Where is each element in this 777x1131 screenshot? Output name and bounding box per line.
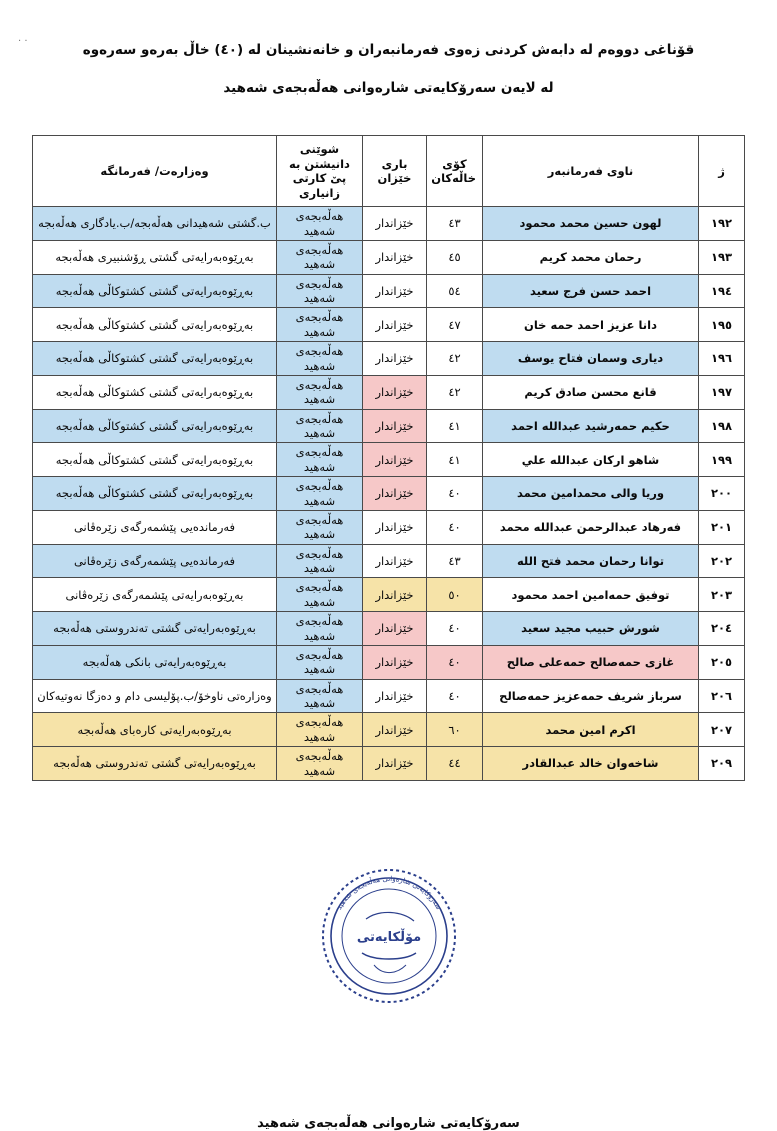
table-row (33, 443, 745, 477)
cell-family-state: خێزاندار (363, 308, 427, 342)
cell-score: ٤٠ (427, 510, 483, 544)
cell-residence: هەڵەبجەی شەهید (277, 409, 363, 443)
cell-score: ٤٧ (427, 308, 483, 342)
cell-score: ٥٠ (427, 578, 483, 612)
cell-employee-name: احمد حسن فرج سعيد (483, 274, 699, 308)
table-row (33, 612, 745, 646)
cell-residence: هەڵەبجەی شەهید (277, 308, 363, 342)
cell-department: بەڕێوەبەرایەتی گشتی کشتوکاڵی هەڵەبجە (33, 375, 277, 409)
cell-department: بەڕێوەبەرایەتی بانکی هەڵەبجە (33, 645, 277, 679)
cell-employee-name: قانع محسن صادق کریم (483, 375, 699, 409)
signature-block (0, 861, 777, 1131)
column-header-family-state: باری خێزان (363, 136, 427, 207)
cell-residence: هەڵەبجەی شەهید (277, 240, 363, 274)
table-row (33, 544, 745, 578)
cell-number: ٢٠٩ (699, 747, 745, 781)
cell-residence: هەڵەبجەی شەهید (277, 207, 363, 241)
allocation-table (32, 135, 745, 781)
table-row (33, 342, 745, 376)
cell-residence: هەڵەبجەی شەهید (277, 645, 363, 679)
column-header-residence: شوێنی دانیشتن بە پێ کارتی زانیاری (277, 136, 363, 207)
table-row (33, 578, 745, 612)
cell-score: ٤٤ (427, 747, 483, 781)
cell-employee-name: دانا عزیز احمد حمه خان (483, 308, 699, 342)
cell-employee-name: شورش حبیب مجید سعید (483, 612, 699, 646)
cell-residence: هەڵەبجەی شەهید (277, 713, 363, 747)
cell-department: بەڕێوەبەرایەتی گشتی کشتوکاڵی هەڵەبجە (33, 274, 277, 308)
cell-department: بەڕێوەبەرایەتی گشتی تەندروستی هەڵەبجە (33, 747, 277, 781)
official-stamp (314, 861, 464, 1011)
cell-department: بەڕێوەبەرایەتی گشتی کشتوکاڵی هەڵەبجە (33, 443, 277, 477)
cell-family-state: خێزاندار (363, 274, 427, 308)
cell-department: بەڕێوەبەرایەتی گشتی کشتوکاڵی هەڵەبجە (33, 342, 277, 376)
cell-department: ب.گشتی شەهیدانی هەڵەبجە/ب.یادگاری هەڵەبجە (33, 207, 277, 241)
table-row (33, 308, 745, 342)
cell-residence: هەڵەبجەی شەهید (277, 544, 363, 578)
cell-employee-name: اکرم امین محمد (483, 713, 699, 747)
cell-score: ٤١ (427, 409, 483, 443)
cell-family-state: خێزاندار (363, 240, 427, 274)
cell-residence: هەڵەبجەی شەهید (277, 612, 363, 646)
svg-text:مۆڵکایەتی: مۆڵکایەتی (356, 929, 421, 945)
cell-department: بەڕێوەبەرایەتی پێشمەرگەی زێرەڤانی (33, 578, 277, 612)
cell-residence: هەڵەبجەی شەهید (277, 578, 363, 612)
cell-score: ٤٠ (427, 679, 483, 713)
cell-family-state: خێزاندار (363, 679, 427, 713)
table-row (33, 477, 745, 511)
cell-residence: هەڵەبجەی شەهید (277, 747, 363, 781)
page-title-line-1: قۆناغی دووەم لە دابەش کردنی زەوی فەرمانبەران و خانەنشینان لە (٤٠) خاڵ بەرەو سەرەوە (82, 42, 695, 58)
cell-family-state: خێزاندار (363, 645, 427, 679)
cell-employee-name: غازی حمه‌صالح حمه‌علی صالح (483, 645, 699, 679)
cell-family-state: خێزاندار (363, 409, 427, 443)
cell-score: ٤٠ (427, 645, 483, 679)
cell-number: ١٩٨ (699, 409, 745, 443)
cell-number: ١٩٤ (699, 274, 745, 308)
cell-department: بەڕێوەبەرایەتی گشتی تەندروستی هەڵەبجە (33, 612, 277, 646)
cell-family-state: خێزاندار (363, 342, 427, 376)
table-header-row (33, 136, 745, 207)
cell-department: بەڕێوەبەرایەتی گشتی کشتوکاڵی هەڵەبجە (33, 308, 277, 342)
table-header (33, 136, 745, 207)
cell-employee-name: رحمان محمد کریم (483, 240, 699, 274)
cell-family-state: خێزاندار (363, 713, 427, 747)
cell-score: ٤٥ (427, 240, 483, 274)
cell-residence: هەڵەبجەی شەهید (277, 342, 363, 376)
cell-score: ٤٢ (427, 342, 483, 376)
cell-family-state: خێزاندار (363, 544, 427, 578)
cell-number: ١٩٧ (699, 375, 745, 409)
cell-department: بەڕێوەبەرایەتی کارەبای هەڵەبجە (33, 713, 277, 747)
cell-number: ٢٠٧ (699, 713, 745, 747)
cell-number: ١٩٩ (699, 443, 745, 477)
cell-score: ٤١ (427, 443, 483, 477)
cell-residence: هەڵەبجەی شەهید (277, 477, 363, 511)
table-row (33, 679, 745, 713)
cell-number: ٢٠١ (699, 510, 745, 544)
cell-residence: هەڵەبجەی شەهید (277, 375, 363, 409)
column-header-name: ناوی فەرمانبەر (483, 136, 699, 207)
cell-employee-name: توفیق حمه‌امین احمد محمود (483, 578, 699, 612)
cell-number: ٢٠٢ (699, 544, 745, 578)
cell-department: فەرماندەیی پێشمەرگەی زێرەڤانی (33, 544, 277, 578)
table-row (33, 510, 745, 544)
table-row (33, 274, 745, 308)
cell-number: ١٩٦ (699, 342, 745, 376)
column-header-score: کۆی خاڵەکان (427, 136, 483, 207)
cell-family-state: خێزاندار (363, 612, 427, 646)
column-header-department: وەزارەت/ فەرمانگە (33, 136, 277, 207)
cell-score: ٤٣ (427, 544, 483, 578)
cell-family-state: خێزاندار (363, 375, 427, 409)
table-row (33, 747, 745, 781)
cell-family-state: خێزاندار (363, 207, 427, 241)
svg-text:سەرۆکایەتی شارەوانی هەڵەبجەی ش: سەرۆکایەتی شارەوانی هەڵەبجەی شەهید (334, 874, 443, 912)
table-row (33, 713, 745, 747)
cell-number: ٢٠٠ (699, 477, 745, 511)
cell-number: ٢٠٣ (699, 578, 745, 612)
cell-employee-name: لهون حسين محمد محمود (483, 207, 699, 241)
cell-score: ٤٣ (427, 207, 483, 241)
cell-number: ٢٠٥ (699, 645, 745, 679)
cell-number: ١٩٣ (699, 240, 745, 274)
table-row (33, 240, 745, 274)
cell-employee-name: شاخەوان خالد عبدالقادر (483, 747, 699, 781)
cell-number: ١٩٢ (699, 207, 745, 241)
footer-signature-title: سەرۆکایەتی شارەوانی هەڵەبجەی شەهید (257, 1115, 520, 1131)
cell-score: ٥٤ (427, 274, 483, 308)
cell-score: ٦٠ (427, 713, 483, 747)
cell-employee-name: شاهو ارکان عبدالله علي (483, 443, 699, 477)
cell-family-state: خێزاندار (363, 747, 427, 781)
cell-department: بەڕێوەبەرایەتی گشتی کشتوکاڵی هەڵەبجە (33, 477, 277, 511)
cell-family-state: خێزاندار (363, 510, 427, 544)
scan-artifact: · · (18, 36, 28, 47)
cell-number: ٢٠٦ (699, 679, 745, 713)
page-title-line-2: لە لایەن سەرۆکایەتی شارەوانی هەڵەبجەی شەهید (223, 79, 554, 96)
cell-employee-name: سرباز شریف حمه‌عزیز حمه‌صالح (483, 679, 699, 713)
cell-score: ٤٠ (427, 477, 483, 511)
table-row (33, 409, 745, 443)
cell-employee-name: حکیم حمه‌رشید عبدالله احمد (483, 409, 699, 443)
cell-family-state: خێزاندار (363, 443, 427, 477)
cell-residence: هەڵەبجەی شەهید (277, 510, 363, 544)
cell-department: بەڕێوەبەرایەتی گشتی کشتوکاڵی هەڵەبجە (33, 409, 277, 443)
cell-score: ٤٠ (427, 612, 483, 646)
cell-score: ٤٢ (427, 375, 483, 409)
title-block (0, 0, 777, 99)
cell-residence: هەڵەبجەی شەهید (277, 443, 363, 477)
cell-employee-name: دیاری وسمان فتاح یوسف (483, 342, 699, 376)
cell-department: وەزارەتی ناوخۆ/ب.پۆلیسی دام و دەزگا نەوتیەکان (33, 679, 277, 713)
table-body (33, 207, 745, 781)
cell-family-state: خێزاندار (363, 578, 427, 612)
table-row (33, 207, 745, 241)
cell-number: ١٩٥ (699, 308, 745, 342)
column-header-number: ژ (699, 136, 745, 207)
cell-employee-name: فەرهاد عبدالرحمن عبدالله محمد (483, 510, 699, 544)
cell-department: فەرماندەیی پێشمەرگەی زێرەڤانی (33, 510, 277, 544)
table-row (33, 645, 745, 679)
cell-family-state: خێزاندار (363, 477, 427, 511)
cell-employee-name: توانا رحمان محمد فتح الله (483, 544, 699, 578)
cell-employee-name: وریا والی محمدامین محمد (483, 477, 699, 511)
cell-number: ٢٠٤ (699, 612, 745, 646)
cell-department: بەڕێوەبەرایەتی گشتی ڕۆشنبیری هەڵەبجە (33, 240, 277, 274)
cell-residence: هەڵەبجەی شەهید (277, 679, 363, 713)
cell-residence: هەڵەبجەی شەهید (277, 274, 363, 308)
table-row (33, 375, 745, 409)
